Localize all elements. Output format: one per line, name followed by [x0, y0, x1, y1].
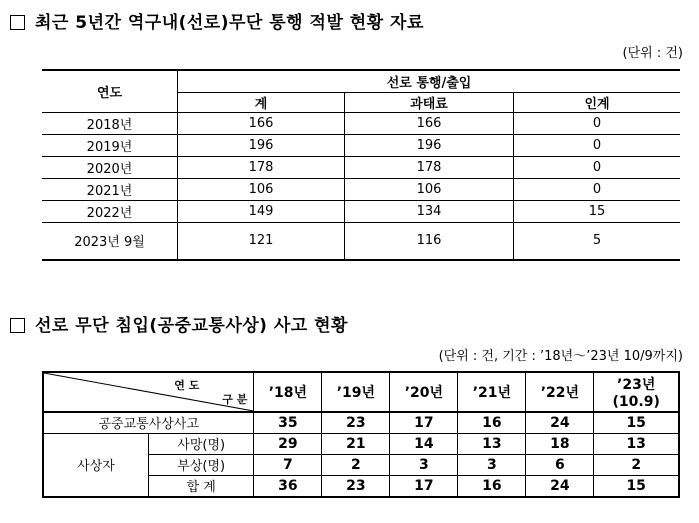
value-cell: 7	[254, 454, 322, 475]
value-cell: 3	[390, 454, 458, 475]
year-cell: 2020년	[42, 156, 178, 178]
value-cell: 149	[178, 200, 345, 222]
year-cell: 2023년 9월	[42, 222, 178, 260]
value-cell: 196	[345, 134, 514, 156]
diagonal-header-cell	[43, 372, 254, 412]
value-cell: 178	[345, 156, 514, 178]
value-cell: 35	[254, 412, 322, 433]
value-cell: 166	[178, 112, 345, 134]
year-cell: 2021년	[42, 178, 178, 200]
value-cell: 2	[594, 454, 679, 475]
table-row	[43, 433, 679, 454]
year-header: 연도	[42, 70, 178, 112]
table-header-row	[43, 372, 679, 412]
table-row	[42, 112, 680, 134]
year-header: ’18년	[254, 372, 322, 412]
total-label: 합 계	[149, 475, 254, 497]
year-cell: 2019년	[42, 134, 178, 156]
value-cell: 0	[514, 134, 681, 156]
value-cell: 13	[594, 433, 679, 454]
diag-top-label: 연 도	[174, 379, 200, 392]
table-row	[42, 222, 680, 260]
value-cell: 0	[514, 178, 681, 200]
table-row	[42, 200, 680, 222]
value-cell: 134	[345, 200, 514, 222]
value-cell: 23	[322, 475, 390, 497]
value-cell: 6	[526, 454, 594, 475]
year-header: ’22년	[526, 372, 594, 412]
value-cell: 36	[254, 475, 322, 497]
section1-title: 최근 5년간 역구내(선로)무단 통행 적발 현황 자료	[35, 13, 424, 33]
section1-unit: (단위 : 건)	[622, 46, 683, 61]
value-cell: 121	[178, 222, 345, 260]
table-row	[42, 134, 680, 156]
value-cell: 15	[594, 475, 679, 497]
year-header: ’20년	[390, 372, 458, 412]
value-cell: 24	[526, 475, 594, 497]
section2-unit: (단위 : 건, 기간 : ’18년～’23년 10/9까지)	[438, 349, 683, 364]
table-row	[42, 178, 680, 200]
value-cell: 178	[178, 156, 345, 178]
col-header-total: 계	[178, 92, 345, 112]
group-header: 선로 통행/출입	[178, 70, 681, 92]
year-header: ’23년(10.9)	[594, 372, 679, 412]
injury-label: 부상(명)	[149, 454, 254, 475]
value-cell: 166	[345, 112, 514, 134]
col-header-fine: 과태료	[345, 92, 514, 112]
value-cell: 3	[458, 454, 526, 475]
accident-label: 공중교통사상사고	[43, 412, 254, 433]
value-cell: 17	[390, 475, 458, 497]
checkbox-icon	[10, 318, 25, 333]
value-cell: 106	[345, 178, 514, 200]
year-cell: 2022년	[42, 200, 178, 222]
violation-table	[42, 69, 680, 261]
col-header-handover: 인계	[514, 92, 681, 112]
year-cell: 2018년	[42, 112, 178, 134]
value-cell: 2	[322, 454, 390, 475]
value-cell: 16	[458, 475, 526, 497]
value-cell: 116	[345, 222, 514, 260]
value-cell: 18	[526, 433, 594, 454]
value-cell: 17	[390, 412, 458, 433]
diag-bottom-label: 구 분	[222, 393, 248, 406]
value-cell: 21	[322, 433, 390, 454]
death-label: 사망(명)	[149, 433, 254, 454]
casualty-label: 사상자	[43, 433, 149, 497]
value-cell: 24	[526, 412, 594, 433]
year-header: ’21년	[458, 372, 526, 412]
table-row	[43, 412, 679, 433]
checkbox-icon	[10, 15, 25, 30]
table-row	[42, 156, 680, 178]
value-cell: 23	[322, 412, 390, 433]
value-cell: 15	[514, 200, 681, 222]
year-header: ’19년	[322, 372, 390, 412]
value-cell: 106	[178, 178, 345, 200]
section2-heading	[10, 311, 348, 336]
value-cell: 5	[514, 222, 681, 260]
value-cell: 0	[514, 156, 681, 178]
accident-table	[42, 371, 680, 498]
section2-title: 선로 무단 침입(공중교통사상) 사고 현황	[35, 316, 348, 336]
section1-heading	[10, 8, 424, 33]
value-cell: 13	[458, 433, 526, 454]
value-cell: 15	[594, 412, 679, 433]
value-cell: 196	[178, 134, 345, 156]
value-cell: 0	[514, 112, 681, 134]
value-cell: 14	[390, 433, 458, 454]
value-cell: 29	[254, 433, 322, 454]
table-header-row	[42, 70, 680, 92]
value-cell: 16	[458, 412, 526, 433]
